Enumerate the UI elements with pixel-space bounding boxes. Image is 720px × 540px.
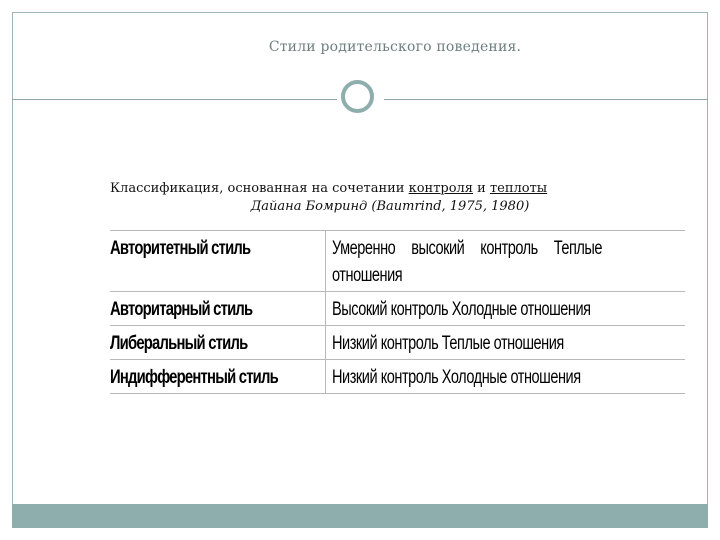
style-description-cell [326,360,685,394]
style-description: Умеренно высокий контроль Теплые отношения [332,238,603,286]
style-name-cell [110,292,326,326]
style-name: Авторитетный стиль [110,238,251,259]
divider-right [384,99,708,100]
style-name: Индифферентный стиль [110,367,278,388]
parenting-styles-table [110,230,685,394]
style-name: Авторитарный стиль [110,299,253,320]
table-row [110,292,685,326]
table-row [110,360,685,394]
classification-heading [110,180,670,198]
heading-warmth-word: теплоты [489,181,548,196]
style-name: Либеральный стиль [110,333,248,354]
style-description: Низкий контроль Теплые отношения [332,333,565,354]
table-row [110,231,685,292]
style-name-cell [110,231,326,292]
style-description: Высокий контроль Холодные отношения [332,299,591,320]
style-description-cell [326,231,685,292]
table-row [110,326,685,360]
slide-title: Стили родительского поведения. [268,39,522,55]
style-description: Низкий контроль Холодные отношения [332,367,581,388]
style-name-cell [110,360,326,394]
heading-prefix: Классификация, основанная на сочетании [110,181,409,196]
heading-control-word: контроля [408,181,474,196]
footer-bar [12,504,708,528]
author-citation: Дайана Бомринд (Baumrind, 1975, 1980) [250,199,530,214]
style-description-cell [326,292,685,326]
divider-left [12,99,337,100]
circle-ornament [341,80,374,113]
style-description-cell [326,326,685,360]
heading-and: и [473,181,490,196]
style-name-cell [110,326,326,360]
